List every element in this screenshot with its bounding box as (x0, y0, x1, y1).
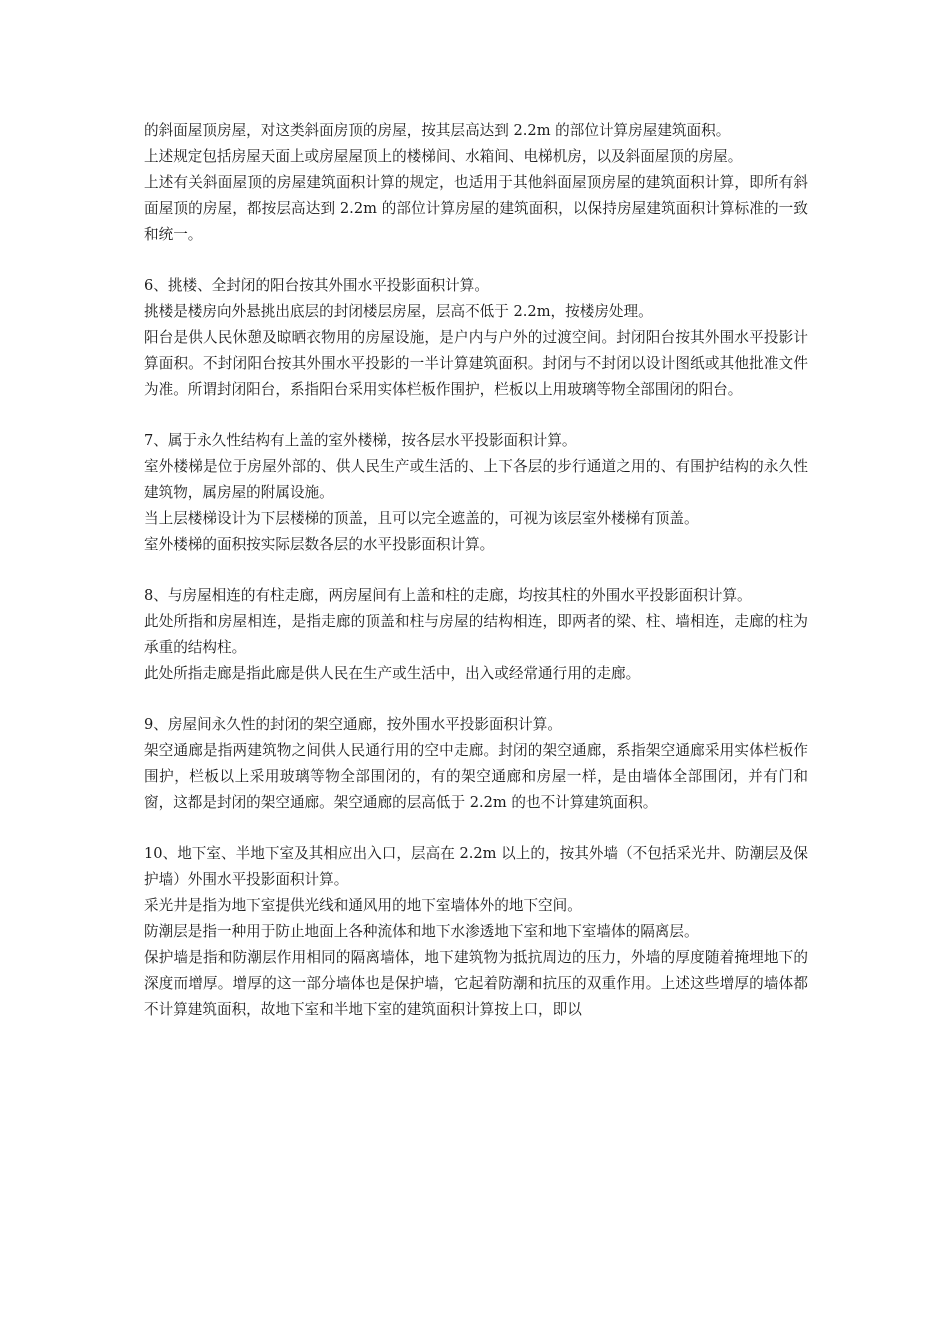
document-body (144, 118, 808, 1023)
section-heading: 9、房屋间永久性的封闭的架空通廊，按外围水平投影面积计算。 (144, 716, 562, 733)
paragraph: 室外楼梯是位于房屋外部的、供人民生产或生活的、上下各层的步行通道之用的、有围护结构的永久性建筑物，属房屋的附属设施。 (144, 458, 808, 501)
section-gap (144, 403, 808, 428)
section-7-outdoor-stairs (144, 428, 808, 558)
paragraph: 保护墙是指和防潮层作用相同的隔离墙体，地下建筑物为抵抗周边的压力，外墙的厚度随着掩埋地下的深度而增厚。增厚的这一部分墙体也是保护墙，它起着防潮和抗压的双重作用。上述这些增厚的墙体都不计算建筑面积，故地下室和半地下室的建筑面积计算按上口，即以 (144, 949, 808, 1018)
paragraph: 此处所指和房屋相连，是指走廊的顶盖和柱与房屋的结构相连，即两者的梁、柱、墙相连，走廊的柱为承重的结构柱。 (144, 613, 808, 656)
section-heading: 10、地下室、半地下室及其相应出入口，层高在 2.2m 以上的，按其外墙（不包括采光井、防潮层及保护墙）外围水平投影面积计算。 (144, 845, 808, 888)
paragraph: 挑楼是楼房向外悬挑出底层的封闭楼层房屋，层高不低于 2.2m，按楼房处理。 (144, 303, 653, 320)
section-heading: 8、与房屋相连的有柱走廊，两房屋间有上盖和柱的走廊，均按其柱的外围水平投影面积计算。 (144, 587, 752, 604)
paragraph: 上述规定包括房屋天面上或房屋屋顶上的楼梯间、水箱间、电梯机房，以及斜面屋顶的房屋。 (144, 148, 743, 165)
section-6-balcony (144, 273, 808, 403)
section-10-basement (144, 841, 808, 1023)
section-9-skybridge (144, 712, 808, 816)
paragraph: 室外楼梯的面积按实际层数各层的水平投影面积计算。 (144, 536, 495, 553)
paragraph: 此处所指走廊是指此廊是供人民在生产或生活中，出入或经常通行用的走廊。 (144, 665, 641, 682)
paragraph: 架空通廊是指两建筑物之间供人民通行用的空中走廊。封闭的架空通廊，系指架空通廊采用实体栏板作围护，栏板以上采用玻璃等物全部围闭的，有的架空通廊和房屋一样，是由墙体全部围闭，并有门和窗，这都是封闭的架空通廊。架空通廊的层高低于 2.2m 的也不计算建筑面积。 (144, 742, 808, 811)
paragraph: 上述有关斜面屋顶的房屋建筑面积计算的规定，也适用于其他斜面屋顶房屋的建筑面积计算，即所有斜面屋顶的房屋，都按层高达到 2.2m 的部位计算房屋的建筑面积，以保持房屋建筑面积计算标准的一致和统一。 (144, 174, 808, 243)
paragraph: 阳台是供人民休憩及晾晒衣物用的房屋设施，是户内与户外的过渡空间。封闭阳台按其外围水平投影计算面积。不封闭阳台按其外围水平投影的一半计算建筑面积。封闭与不封闭以设计图纸或其他批准文件为准。所谓封闭阳台，系指阳台采用实体栏板作围护，栏板以上用玻璃等物全部围闭的阳台。 (144, 329, 808, 398)
paragraph: 防潮层是指一种用于防止地面上各种流体和地下水渗透地下室和地下室墙体的隔离层。 (144, 923, 699, 940)
section-sloped-roof (144, 118, 808, 248)
section-gap (144, 816, 808, 841)
section-heading: 6、挑楼、全封闭的阳台按其外围水平投影面积计算。 (144, 277, 489, 294)
paragraph: 采光井是指为地下室提供光线和通风用的地下室墙体外的地下空间。 (144, 897, 582, 914)
section-gap (144, 687, 808, 712)
section-heading: 7、属于永久性结构有上盖的室外楼梯，按各层水平投影面积计算。 (144, 432, 577, 449)
section-gap (144, 558, 808, 583)
paragraph: 的斜面屋顶房屋，对这类斜面房顶的房屋，按其层高达到 2.2m 的部位计算房屋建筑面积。 (144, 122, 731, 139)
paragraph: 当上层楼梯设计为下层楼梯的顶盖，且可以完全遮盖的，可视为该层室外楼梯有顶盖。 (144, 510, 699, 527)
section-gap (144, 248, 808, 273)
section-8-corridor (144, 583, 808, 687)
